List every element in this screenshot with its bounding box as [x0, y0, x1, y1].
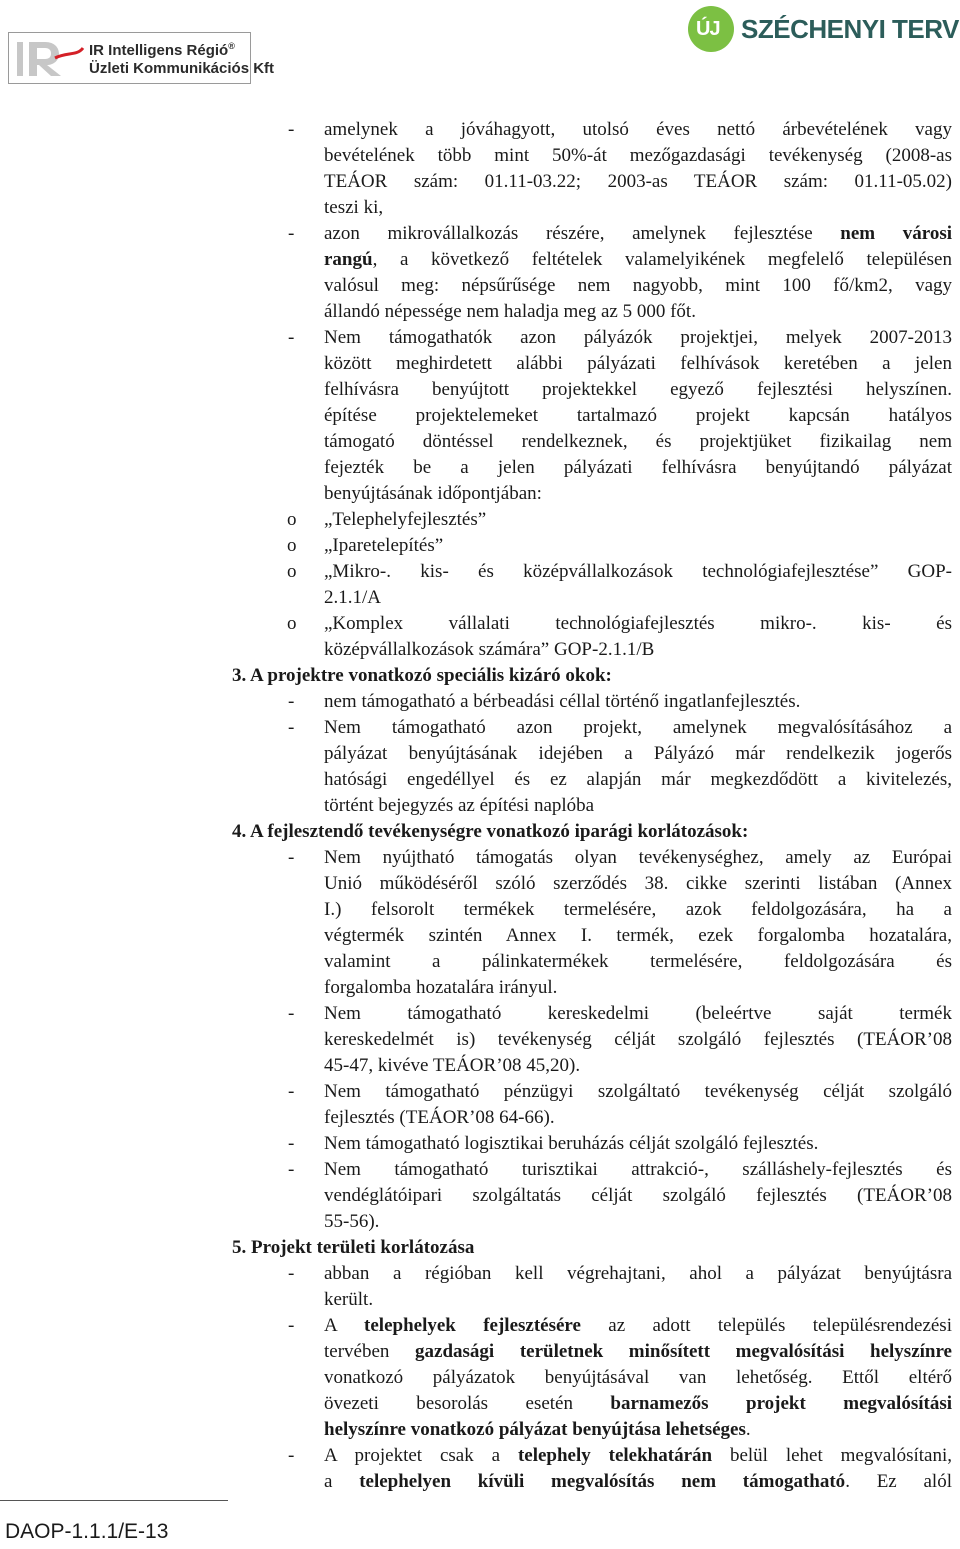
text-segment: „Mikro-. kis- és középvállalkozások technológiafejlesztése” GOP-	[324, 561, 952, 582]
dash-bullet-marker: -	[288, 1315, 295, 1336]
list-item-line	[324, 1365, 952, 1391]
list-item-line	[324, 845, 952, 871]
text-segment: Nem támogatható logisztikai beruházás célját szolgáló fejlesztés.	[324, 1133, 819, 1154]
text-segment: valósul meg: népsűrűsége nem nagyobb, mint 100 fő/km2, vagy	[324, 275, 952, 296]
list-item-line	[324, 195, 952, 221]
list-item-line	[324, 559, 952, 585]
text-segment: .	[745, 1419, 751, 1440]
text-segment: felhívásra benyújtott projektekkel egyező fejlesztési helyszínen.	[324, 379, 952, 400]
list-item-line	[324, 507, 952, 533]
list-item-line	[324, 169, 952, 195]
list-item-line	[324, 1261, 952, 1287]
bold-text: barnamezős projekt megvalósítási	[610, 1393, 952, 1414]
text-segment: állandó népessége nem haladja meg az 5 000 főt.	[324, 301, 696, 322]
text-segment: Nem nyújtható támogatás olyan tevékenységhez, amely az Európai	[324, 847, 952, 868]
list-item-line	[324, 1001, 952, 1027]
list-item-line	[324, 611, 952, 637]
list-item-line	[324, 1417, 952, 1443]
list-item-line	[324, 1105, 952, 1131]
list-item-line	[324, 533, 952, 559]
section-4-heading: 4. A fejlesztendő tevékenységre vonatkozó iparági korlátozások:	[232, 821, 749, 842]
text-segment: Nem támogatható turisztikai attrakció-, szálláshely-fejlesztés és	[324, 1159, 952, 1180]
list-item-line	[324, 1469, 952, 1495]
dash-bullet-marker: -	[288, 1445, 295, 1466]
text-segment: forgalomba hozatalára irányul.	[324, 977, 558, 998]
list-item-line	[324, 1157, 952, 1183]
text-segment: Nem támogatható pénzügyi szolgáltató tevékenység célját szolgáló	[324, 1081, 952, 1102]
bold-text: helyszínre vonatkozó pályázat benyújtása lehetséges	[324, 1419, 746, 1440]
text-segment: övezeti besorolás esetén	[324, 1393, 611, 1414]
circle-bullet-marker: o	[287, 509, 297, 530]
list-item-line	[324, 975, 952, 1001]
text-segment: vendéglátóipari szolgáltatás célját szolgáló fejlesztés (TEÁOR’08	[324, 1185, 952, 1206]
footer-document-code: DAOP-1.1.1/E-13	[5, 1520, 169, 1543]
text-segment: „Telephelyfejlesztés”	[324, 509, 487, 530]
list-item-line	[324, 1443, 952, 1469]
text-segment: „Iparetelepítés”	[324, 535, 444, 556]
list-item-line	[324, 481, 952, 507]
text-segment: nem támogatható a bérbeadási céllal történő ingatlanfejlesztés.	[324, 691, 801, 712]
list-item-line	[324, 715, 952, 741]
text-segment: került.	[324, 1289, 374, 1310]
logo-company-name: IR Intelligens Régió®	[89, 41, 235, 59]
dash-bullet-marker: -	[288, 1081, 295, 1102]
text-segment: benyújtásának időpontjában:	[324, 483, 542, 504]
text-segment: valamint a pálinkatermékek termelésére, feldolgozására és	[324, 951, 952, 972]
logo-company-subtitle: Üzleti Kommunikációs Kft	[89, 60, 275, 77]
text-segment: azon mikrovállalkozás részére, amelynek fejlesztése	[324, 223, 841, 244]
text-segment: középvállalkozások számára” GOP-2.1.1/B	[324, 639, 655, 660]
text-segment: a	[324, 1471, 360, 1492]
list-item-line	[324, 1209, 952, 1235]
dash-bullet-marker: -	[288, 717, 295, 738]
text-segment: fejlesztés (TEÁOR’08 64-66).	[324, 1107, 555, 1128]
list-item-line	[324, 455, 952, 481]
szechenyi-terv-title: SZÉCHENYI TERV	[741, 14, 959, 44]
list-item-line	[324, 741, 952, 767]
text-segment: Nem támogatható azon projekt, amelynek megvalósításához a	[324, 717, 952, 738]
list-item-line	[324, 767, 952, 793]
ir-intelligens-regio-logo	[8, 32, 275, 84]
circle-bullet-marker: o	[287, 613, 297, 634]
list-item-line	[324, 949, 952, 975]
text-segment: támogató döntéssel rendelkeznek, és projektjüket fizikailag nem	[324, 431, 952, 452]
list-item-line	[324, 1391, 952, 1417]
list-item-line	[324, 351, 952, 377]
text-segment: abban a régióban kell végrehajtani, ahol a pályázat benyújtásra	[324, 1263, 952, 1284]
dash-bullet-marker: -	[288, 691, 295, 712]
dash-bullet-marker: -	[288, 223, 295, 244]
text-segment: tervében	[324, 1341, 416, 1362]
text-segment: végtermék szintén Annex I. termék, ezek forgalomba hozatalára,	[324, 925, 952, 946]
text-segment: , a következő feltételek valamelyikének megfelelő településen	[372, 249, 952, 270]
list-item-line	[324, 403, 952, 429]
uj-badge-icon	[688, 6, 734, 52]
list-item-line	[324, 689, 952, 715]
list-item-line	[324, 143, 952, 169]
text-segment: fejezték be a jelen pályázati felhívásra benyújtandó pályázat	[324, 457, 952, 478]
text-segment: „Komplex vállalati technológiafejlesztés mikro-. kis- és	[324, 613, 952, 634]
text-segment: A	[324, 1315, 365, 1336]
dash-bullet-marker: -	[288, 1263, 295, 1284]
text-segment: amelynek a jóváhagyott, utolsó éves nettó árbevételének vagy	[324, 119, 952, 140]
list-item-line	[324, 637, 952, 663]
bold-text: telephely telekhatárán	[517, 1445, 713, 1466]
list-item-line	[324, 299, 952, 325]
dash-bullet-marker: -	[288, 1159, 295, 1180]
text-segment: A projektet csak a	[324, 1445, 518, 1466]
text-segment: belül lehet megvalósítani,	[712, 1445, 952, 1466]
text-segment: vonatkozó pályázatok benyújtásával van lehetőség. Ettől eltérő	[324, 1367, 952, 1388]
dash-bullet-marker: -	[288, 119, 295, 140]
list-item-line	[324, 221, 952, 247]
list-item-line	[324, 585, 952, 611]
circle-bullet-marker: o	[287, 535, 297, 556]
szechenyi-terv-logo	[688, 6, 959, 58]
text-segment: kereskedelmét is) tevékenység célját szolgáló fejlesztés (TEÁOR’08	[324, 1029, 952, 1050]
text-segment: 45-47, kivéve TEÁOR’08 45,20).	[324, 1055, 581, 1076]
list-item-line	[324, 923, 952, 949]
bold-text: gazdasági területnek minősített megvalósítási helyszínre	[415, 1341, 952, 1362]
list-item-line	[324, 273, 952, 299]
list-item-line	[324, 793, 952, 819]
text-segment: az adott település településrendezési	[580, 1315, 952, 1336]
text-segment: pályázat benyújtásának idejében a Pályázó már rendelkezik jogerős	[324, 743, 952, 764]
text-segment: bevételének több mint 50%-át mezőgazdasági tevékenység (2008-as	[324, 145, 952, 166]
list-item-line	[324, 1053, 952, 1079]
list-item-line	[324, 429, 952, 455]
text-segment: Unió működéséről szóló szerződés 38. cikke szerinti listában (Annex	[324, 873, 952, 894]
footer-divider	[0, 1500, 228, 1501]
text-segment: 2.1.1/A	[324, 587, 381, 608]
list-item-line	[324, 897, 952, 923]
list-item-line	[324, 1339, 952, 1365]
dash-bullet-marker: -	[288, 1003, 295, 1024]
list-item-line	[324, 325, 952, 351]
section-5-heading: 5. Projekt területi korlátozása	[232, 1237, 475, 1258]
text-segment: történt bejegyzés az építési naplóba	[324, 795, 595, 816]
text-segment: hatósági engedéllyel és ez alapján már megkezdődött a kivitelezés,	[324, 769, 952, 790]
list-item-line	[324, 1183, 952, 1209]
text-segment: Nem támogathatók azon pályázók projektjei, melyek 2007-2013	[324, 327, 952, 348]
text-segment: 55-56).	[324, 1211, 380, 1232]
circle-bullet-marker: o	[287, 561, 297, 582]
list-item-line	[324, 1131, 952, 1157]
text-segment: építése projektelemeket tartalmazó projekt kapcsán hatályos	[324, 405, 952, 426]
dash-bullet-marker: -	[288, 327, 295, 348]
list-item-line	[324, 1079, 952, 1105]
list-item-line	[324, 1287, 952, 1313]
text-segment: TEÁOR szám: 01.11-03.22; 2003-as TEÁOR szám: 01.11-05.02)	[324, 171, 952, 192]
list-item-line	[324, 247, 952, 273]
ir-logo-mark-icon	[15, 38, 85, 80]
text-segment: I.) felsorolt termékek termelésére, azok feldolgozására, ha a	[324, 899, 952, 920]
bold-text: nem városi	[840, 223, 953, 244]
bold-text: telephelyen kívüli megvalósítás nem támogatható	[359, 1471, 846, 1492]
list-item-line	[324, 117, 952, 143]
list-item-line	[324, 871, 952, 897]
bold-text: telephelyek fejlesztésére	[364, 1315, 581, 1336]
uj-badge-text: ÚJ	[696, 18, 720, 40]
text-segment: . Ez alól	[845, 1471, 952, 1492]
bold-text: rangú	[324, 249, 373, 270]
text-segment: Nem támogatható kereskedelmi (beleértve saját termék	[324, 1003, 952, 1024]
text-segment: teszi ki,	[324, 197, 384, 218]
list-item-line	[324, 377, 952, 403]
dash-bullet-marker: -	[288, 847, 295, 868]
section-3-heading: 3. A projektre vonatkozó speciális kizáró okok:	[232, 665, 612, 686]
list-item-line	[324, 1313, 952, 1339]
dash-bullet-marker: -	[288, 1133, 295, 1154]
text-segment: között meghirdetett alábbi pályázati felhívások keretében a jelen	[324, 353, 952, 374]
list-item-line	[324, 1027, 952, 1053]
